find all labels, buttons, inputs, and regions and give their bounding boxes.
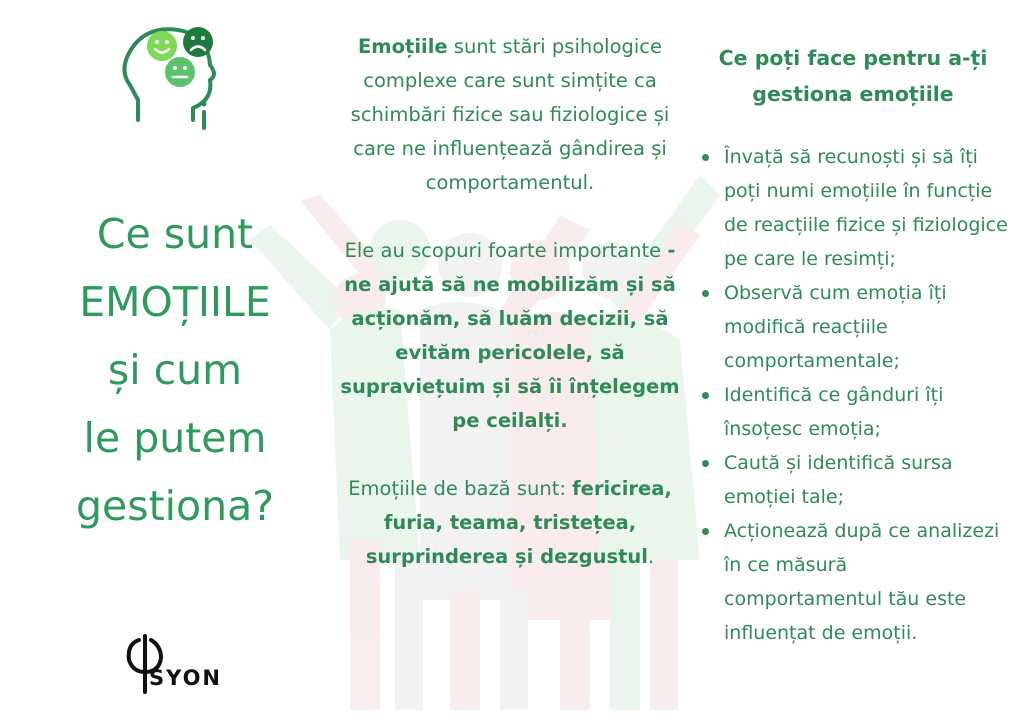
title-line: și cum	[107, 346, 243, 394]
list-item: Observă cum emoția îți modifică reacțiile comportamentale;	[700, 276, 1010, 378]
list-item: Învață să recunoști și să îți poți numi emoțiile în funcție de reacțiile fizice și fiziologice pe care le resimți;	[700, 140, 1010, 276]
tips-list	[700, 140, 1010, 650]
definition-text: sunt stări psihologice complexe care sunt simțite ca schimbări fizice sau fiziologice și care ne influențează gândirea și comportamentul.	[350, 35, 670, 194]
title-line: Ce sunt	[96, 210, 254, 258]
head-emotions-icon	[118, 20, 228, 132]
page-title	[30, 200, 320, 540]
basic-emotions-intro: Emoțiile de bază sunt:	[348, 477, 573, 500]
basic-emotions-end: .	[647, 545, 655, 568]
purpose-intro: Ele au scopuri foarte importante	[344, 239, 668, 262]
title-line: EMOȚIILE	[79, 278, 271, 326]
middle-column	[340, 30, 680, 574]
list-item: Caută și identifică sursa emoției tale;	[700, 446, 1010, 514]
list-item: Identifică ce gânduri îți însoțesc emoția;	[700, 378, 1010, 446]
title-line: gestiona?	[75, 482, 275, 530]
purpose-list: - ne ajută să ne mobilizăm și să acționăm, să luăm decizii, să evităm pericolele, să supraviețuim și să îi înțelegem pe ceilalți.	[340, 239, 680, 432]
logo-text: SYON	[149, 666, 223, 690]
purpose-paragraph	[340, 234, 680, 438]
basic-emotions-paragraph	[340, 472, 680, 574]
tips-heading: Ce poți face pentru a-ți gestiona emoțiile	[718, 46, 988, 106]
list-item: Acționează după ce analizezi în ce măsură comportamentul tău este influențat de emoții.	[700, 514, 1010, 650]
definition-term: Emoțiile	[357, 35, 448, 58]
basic-emotions-list: fericirea, furia, teama, tristețea, surprinderea și dezgustul	[365, 477, 672, 568]
title-line: le putem	[83, 414, 267, 462]
definition-paragraph	[340, 30, 680, 200]
